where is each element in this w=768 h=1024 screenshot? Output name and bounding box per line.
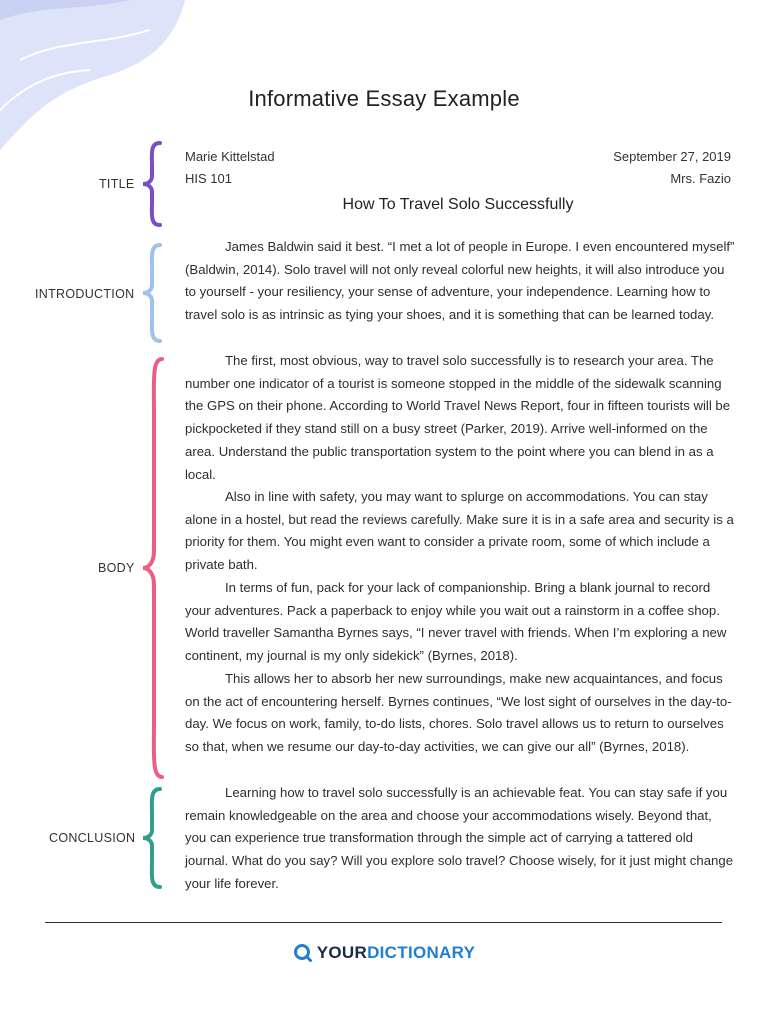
- introduction-brace-icon: [140, 242, 164, 344]
- corner-decoration: [0, 0, 190, 150]
- body-brace-icon: [140, 356, 166, 780]
- teacher-name: Mrs. Fazio: [670, 171, 731, 186]
- magnifier-icon: [293, 943, 313, 963]
- yourdictionary-logo[interactable]: [0, 943, 768, 968]
- body-paragraph: Also in line with safety, you may want to splurge on accommodations. You can stay alone in a hostel, but read the reviews carefully. Make sure it is in a safe area and security is a priority for them. You might even want to consider a private room, some of which include a private bath.: [185, 489, 734, 573]
- footer-divider: [45, 922, 722, 923]
- essay-date: September 27, 2019: [613, 149, 731, 164]
- body-paragraph: This allows her to absorb her new surroundings, make new acquaintances, and focus on the act of encountering herself. Byrnes continues, “We lost sight of ourselves in the day-to-day. We focus on work, family, to-do lists, chores. Solo travel allows us to return to ourselves so that, when we resume our day-to-day activities, we can give our all” (Byrnes, 2018).: [185, 671, 732, 755]
- conclusion-paragraph: Learning how to travel solo successfully is an achievable feat. You can stay safe if you remain knowledgeable on the area and choose your accommodations wisely. Beyond that, you can experience true transformation through the simple act of carrying a tattered old journal. What do you say? Will you explore solo travel? Choose wisely, for it just might change your life forever.: [185, 785, 734, 891]
- body-paragraph: In terms of fun, pack for your lack of companionship. Bring a blank journal to record your adventures. Pack a paperback to enjoy while you wait out a rainstorm in a coffee shop. World traveller Samantha Byrnes says, “I never travel with friends. When I’m exploring a new continent, my journal is my only sidekick” (Byrnes, 2018).: [185, 580, 727, 664]
- label-introduction: INTRODUCTION: [35, 287, 135, 301]
- logo-text-your: YOUR: [316, 943, 368, 962]
- author-name: Marie Kittelstad: [185, 149, 275, 164]
- page-title: Informative Essay Example: [248, 86, 520, 111]
- label-title: TITLE: [99, 177, 135, 191]
- logo-text-dictionary: DICTIONARY: [367, 943, 476, 962]
- introduction-paragraph: James Baldwin said it best. “I met a lot of people in Europe. I even encountered myself” (Baldwin, 2014). Solo travel will not only reveal colorful new heights, it will also introduce you to yourself - your resiliency, your sense of adventure, your independence. Learning how to travel solo is as intrinsic as tying your shoes, and it is something that can be learned today.: [185, 239, 735, 323]
- conclusion-brace-icon: [140, 786, 164, 890]
- body-paragraph: The first, most obvious, way to travel solo successfully is to research your area. The number one indicator of a tourist is someone stopped in the middle of the sidewalk scanning the GPS on their phone. According to World Travel News Report, four in fifteen tourists will be pickpocketed if they stand still on a busy street (Parker, 2019). Arrive well-informed on the area. Understand the public transportation system to the point where you can blend in as a local.: [185, 353, 731, 482]
- label-conclusion: CONCLUSION: [49, 831, 136, 845]
- essay-title: How To Travel Solo Successfully: [342, 196, 574, 213]
- course-code: HIS 101: [185, 171, 232, 186]
- title-brace-icon: [140, 140, 164, 228]
- label-body: BODY: [98, 561, 135, 575]
